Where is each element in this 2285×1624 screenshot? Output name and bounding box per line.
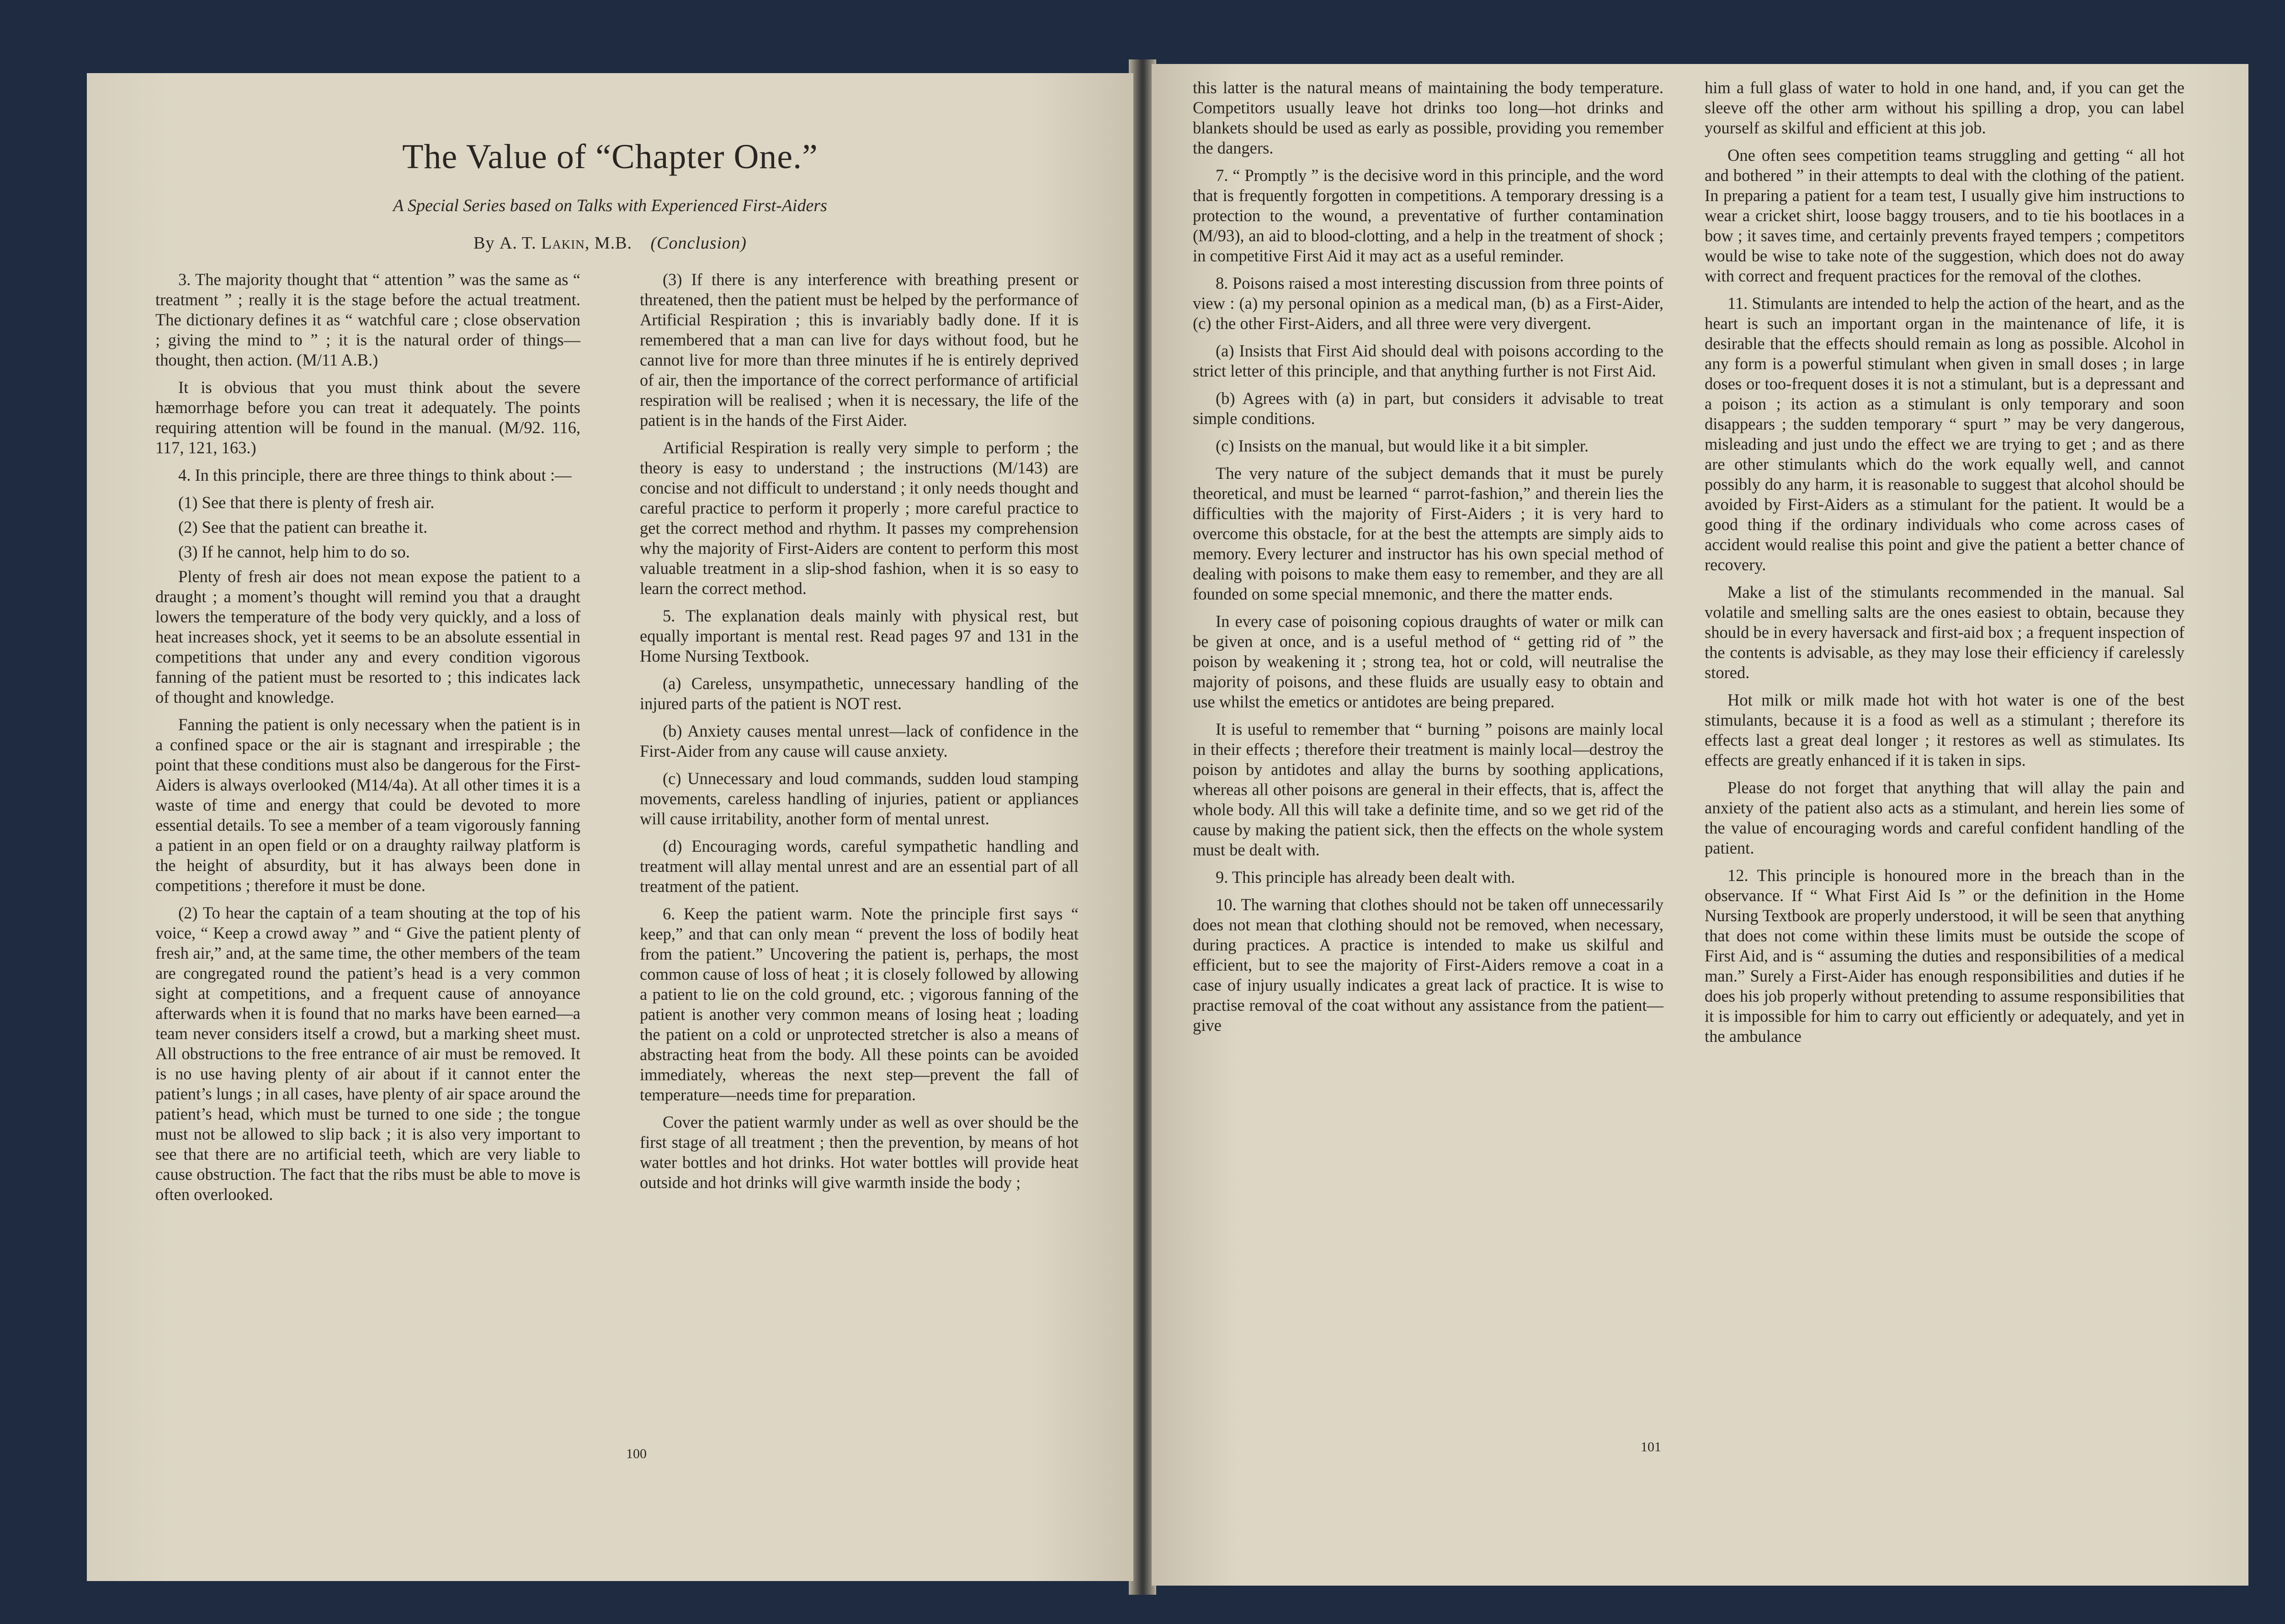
paragraph: (3) If there is any interference with breathing present or threatened, then the patient must be helped by the performance of Artificial Respiration ; this is invariably badly done. If it is remembered that a man can live for days without food, but he cannot live for more than three minutes if he is entirely deprived of air, then the importance of the correct performance of artificial respiration will be realised ; when it is necessary, the life of the patient is in the hands of the First Aider. xyxy=(640,270,1079,430)
paragraph: this latter is the natural means of maintaining the body temperature. Competitors usually leave hot drinks too long—hot drinks and blankets should be used as early as possible, providing you remember the dangers. xyxy=(1193,78,1663,157)
paragraph: (b) Agrees with (a) in part, but considers it advisable to treat simple conditions. xyxy=(1193,389,1663,428)
paragraph: Please do not forget that anything that will allay the pain and anxiety of the patient also acts as a stimulant, and herein lies some of the value of encouraging words and careful confident handling of the patient. xyxy=(1705,778,2184,857)
right-column-1 xyxy=(1193,78,1663,1043)
paragraph: 12. This principle is honoured more in the breach than in the observance. If “ What First Aid Is ” or the definition in the Home Nursing Textbook are properly understood, it will be seen that anything that does not come within these limits must be outside the scope of First Aid, and is “ assuming the duties and responsibilities of a medical man.” Surely a First-Aider has enough responsibilities and duties if he does his job properly without pretending to assume responsibilities that it is impossible for him to carry out efficiently or adequately, and yet in the ambulance xyxy=(1705,866,2184,1046)
paragraph: 5. The explanation deals mainly with physical rest, but equally important is mental rest. Read pages 97 and 131 in the Home Nursing Textbook. xyxy=(640,606,1079,665)
paragraph: 3. The majority thought that “ attention ” was the same as “ treatment ” ; really it is the stage before the actual treatment. The dictionary defines it as “ watchful care ; close observation ; giving the mind to ” ; it is the natural order of things—thought, then action. (M/11 A.B.) xyxy=(155,270,580,369)
article-title: The Value of “Chapter One.” xyxy=(402,138,818,176)
article-subtitle: A Special Series based on Talks with Experienced First-Aiders xyxy=(393,196,827,215)
paragraph: (a) Careless, unsympathetic, unnecessary handling of the injured parts of the patient is NOT rest. xyxy=(640,674,1079,713)
paragraph: It is useful to remember that “ burning ” poisons are mainly local in their effects ; therefore their treatment is mainly local—destroy the poison by antidotes and allay the burns by soothing applications, whereas all other poisons are general in their effects, that is, affect the whole body. All this will take a definite time, and so we get rid of the cause by making the patient sick, then the effects on the whole system must be dealt with. xyxy=(1193,720,1663,859)
paragraph: 10. The warning that clothes should not be taken off unnecessarily does not mean that clothing should not be removed, when necessary, during practices. A practice is intended to make us skilful and efficient, but to see the majority of First-Aiders remove a coat in a case of injury usually indicates a great lack of practice. It is wise to practise removal of the coat without any assistance from the patient—give xyxy=(1193,895,1663,1035)
paragraph: (2) To hear the captain of a team shouting at the top of his voice, “ Keep a crowd away ” and “ Give the patient plenty of fresh air,” and, at the same time, the other members of the team are congregated round the patient’s head is a very common sight at competitions, and a frequent cause of annoyance afterwards when it is found that no marks have been earned—a team never considers itself a crowd, but a marking sheet must. All obstructions to the free entrance of air must be removed. It is no use having plenty of air about if it cannot enter the patient’s lungs ; in all cases, have plenty of air space around the patient’s head, which must be turned to one side ; the tongue must not be allowed to slip back ; it is also very important to see that there are no artificial teeth, which are very liable to cause obstruction. The fact that the ribs must be able to move is often overlooked. xyxy=(155,903,580,1204)
list-item: (2) See that the patient can breathe it. xyxy=(178,518,428,536)
left-page xyxy=(87,73,1133,1581)
author-name: A. T. Lakin xyxy=(499,234,585,253)
paragraph: 9. This principle has already been dealt with. xyxy=(1216,868,1515,886)
paragraph: (c) Unnecessary and loud commands, sudden loud stamping movements, careless handling of injuries, patient or appliances will cause irritability, another form of mental unrest. xyxy=(640,769,1079,828)
paragraph: 11. Stimulants are intended to help the action of the heart, and as the heart is such an important organ in the maintenance of life, it is desirable that the effects should remain as long as possible. Alcohol in any form is a powerful stimulant when given in small doses ; in large doses or too-frequent doses it is not a stimulant, but is a depressant and a poison ; its action as a stimulant is only temporary and soon disappears ; the sudden temporary “ spurt ” may be very dangerous, misleading and just undo the effect we are trying to get ; and as there are other stimulants which do the work equally well, and cannot possibly do any harm, it is reasonable to suggest that alcohol should be avoided by First-Aiders as a stimulant for the patient. It would be a good thing if the ordinary individuals who come across cases of accident would realise this point and give the patient a better chance of recovery. xyxy=(1705,294,2184,574)
left-column-2 xyxy=(640,270,1079,1200)
right-column-2 xyxy=(1705,78,2184,1054)
paragraph: Hot milk or milk made hot with hot water is one of the best stimulants, because it is a food as well as a stimulant ; therefore its effects last a great deal longer ; it restores as well as stimulates. Its effects are greatly enhanced if it is taken in sips. xyxy=(1705,690,2184,770)
left-column-1 xyxy=(155,270,580,1212)
paragraph: (c) Insists on the manual, but would like it a bit simpler. xyxy=(1216,436,1589,455)
paragraph: 8. Poisons raised a most interesting discussion from three points of view : (a) my personal opinion as a medical man, (b) as a First-Aider, (c) the other First-Aiders, and all three were very divergent. xyxy=(1193,274,1663,333)
paragraph: It is obvious that you must think about the severe hæmorrhage before you can treat it adequately. The points requiring attention will be found in the manual. (M/92. 116, 117, 121, 163.) xyxy=(155,378,580,457)
paragraph: Make a list of the stimulants recommended in the manual. Sal volatile and smelling salts are the ones easiest to obtain, because they should be in every haversack and first-aid box ; a frequent inspection of the contents is advisable, as they may lose their efficiency if carelessly stored. xyxy=(1705,583,2184,682)
paragraph: him a full glass of water to hold in one hand, and, if you can get the sleeve off the other arm without his spilling a drop, you can label yourself as skilful and efficient at this job. xyxy=(1705,78,2184,137)
conclusion-label: (Conclusion) xyxy=(650,234,747,253)
paragraph: Plenty of fresh air does not mean expose the patient to a draught ; a moment’s thought will remind you that a draught lowers the temperature of the body very quickly, and a loss of heat increases shock, yet it seems to be an absolute essential in competitions that under any and every condition vigorous fanning of the patient must be resorted to ; this indicates lack of thought and knowledge. xyxy=(155,567,580,706)
paragraph: 7. “ Promptly ” is the decisive word in this principle, and the word that is frequently forgotten in competitions. A temporary dressing is a protection to the wound, a preventative of further contamination (M/93), an aid to blood-clotting, and a help in the treatment of shock ; in competitive First Aid it may act as a useful reminder. xyxy=(1193,166,1663,265)
paragraph: 4. In this principle, there are three things to think about :— xyxy=(178,466,572,484)
paragraph: (b) Anxiety causes mental unrest—lack of confidence in the First-Aider from any cause will cause anxiety. xyxy=(640,722,1079,760)
paragraph: One often sees competition teams struggling and getting “ all hot and bothered ” in their attempts to deal with the clothing of the patient. In preparing a patient for a team test, I usually give him instructions to wear a cricket shirt, loose baggy trousers, and to tie his bootlaces in a bow ; it saves time, and certainly prevents frayed tempers ; competitors would be wise to take note of the suggestion, which does not do away with correct and frequent practices for the removal of the clothes. xyxy=(1705,146,2184,285)
paragraph: The very nature of the subject demands that it must be purely theoretical, and must be learned “ parrot-fashion,” and therein lies the difficulties with the majority of First-Aiders ; it is very hard to overcome this obstacle, for at the best the attempts are simply aids to memory. Every lecturer and instructor has his own special method of dealing with poisons to make them easy to remember, and they are all founded on some special mnemonic, and there the matter ends. xyxy=(1193,464,1663,603)
page-number-right: 101 xyxy=(1641,1439,1661,1454)
right-page xyxy=(1152,64,2248,1586)
paragraph: (a) Insists that First Aid should deal with poisons according to the strict letter of this principle, and that anything further is not First Aid. xyxy=(1193,341,1663,380)
page-number-left: 100 xyxy=(626,1446,647,1461)
byline-prefix: By xyxy=(473,234,495,253)
list-item: (1) See that there is plenty of fresh air. xyxy=(178,493,435,512)
paragraph: Fanning the patient is only necessary when the patient is in a confined space or the air is stagnant and irrespirable ; the point that these conditions must also be dangerous for the First-Aiders is always overlooked (M14/4a). At all other times it is a waste of time and energy that could be devoted to more essential details. To see a member of a team vigorously fanning a patient in an open field or on a draughty railway platform is the height of absurdity, but it has always been done in competitions ; therefore it must be done. xyxy=(155,715,580,895)
article-byline xyxy=(87,233,1133,253)
author-degree: , M.B. xyxy=(585,234,632,253)
paragraph: Cover the patient warmly under as well as over should be the first stage of all treatment ; then the prevention, by means of hot water bottles and hot drinks. Hot water bottles will provide heat outside and hot drinks will give warmth inside the body ; xyxy=(640,1113,1079,1192)
paragraph: 6. Keep the patient warm. Note the principle first says “ keep,” and that can only mean “ prevent the loss of bodily heat from the patient.” Uncovering the patient is, perhaps, the most common cause of loss of heat ; it is closely followed by allowing a patient to lie on the cold ground, etc. ; vigorous fanning of the patient is another very common means of losing heat ; loading the patient on a cold or unprotected stretcher is also a means of abstracting heat from the body. All these points can be avoided immediately, whereas the next step—prevent the fall of temperature—needs time for preparation. xyxy=(640,904,1079,1104)
paragraph: In every case of poisoning copious draughts of water or milk can be given at once, and is a useful method of “ getting rid of ” the poison by weakening it ; strong tea, hot or cold, will neutralise the majority of poisons, and these fluids are usually easy to obtain and use whilst the emetics or antidotes are being prepared. xyxy=(1193,612,1663,711)
list-item: (3) If he cannot, help him to do so. xyxy=(178,542,410,561)
paragraph: Artificial Respiration is really very simple to perform ; the theory is easy to understand ; the instructions (M/143) are concise and not difficult to understand ; it only needs thought and careful practice to perform it properly ; more careful practice to get the correct method and rhythm. It passes my comprehension why the majority of First-Aiders are content to perform this most valuable treatment in a slip-shod fashion, when it is so easy to learn the correct method. xyxy=(640,438,1079,598)
paragraph: (d) Encouraging words, careful sympathetic handling and treatment will allay mental unrest and are an essential part of all treatment of the patient. xyxy=(640,837,1079,896)
